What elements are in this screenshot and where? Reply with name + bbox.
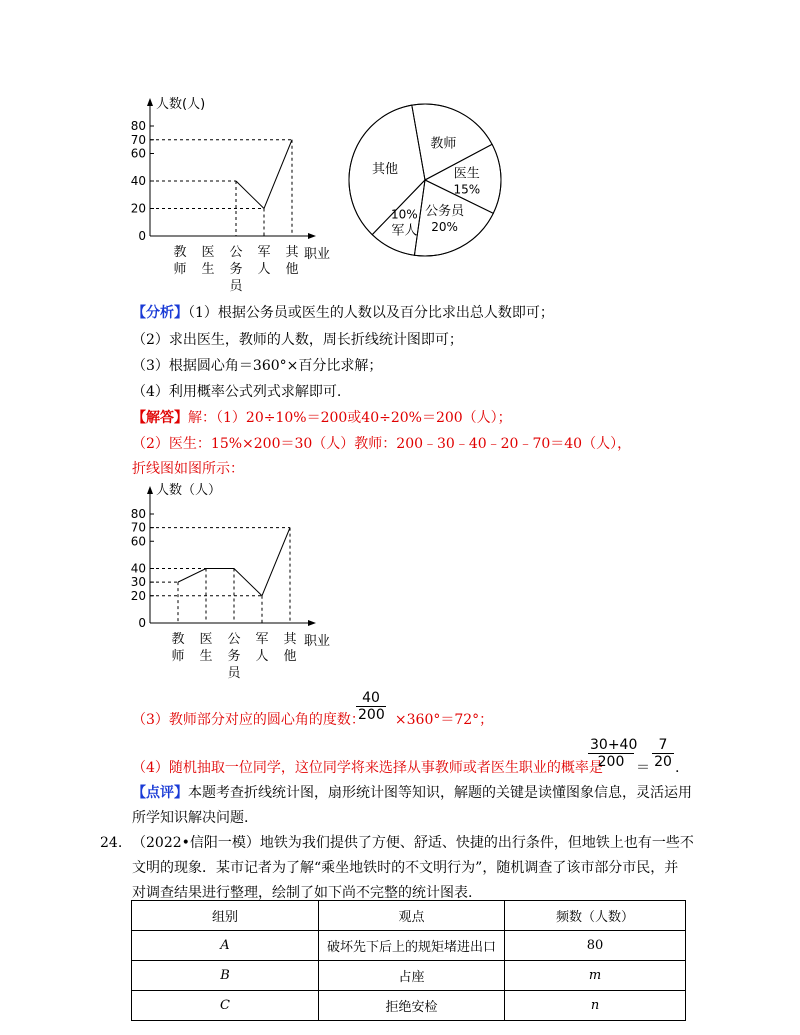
- answer-tag: 【解答】: [132, 410, 188, 426]
- fraction-angle: $\frac{40}{200}$: [358, 690, 385, 723]
- series-line-1: [236, 140, 292, 209]
- ylabel-2: 人数（人）: [156, 483, 222, 498]
- y-tick-label: 40: [130, 174, 146, 188]
- table-header: 观点: [319, 901, 505, 931]
- fraction-probability-2: $\frac{7}{20}$: [652, 737, 674, 770]
- x-tick-label: 公务员: [229, 245, 243, 294]
- table-header: 组别: [132, 901, 319, 931]
- x-tick-label: 医生: [201, 245, 215, 277]
- answer-line-5: （4）随机抽取一位同学，这位同学将来选择从事教师或者医生职业的概率是: [132, 760, 603, 776]
- review-line-1: 【点评】本题考查折线统计图，扇形统计图等知识，解题的关键是读懂图象信息，灵活运用: [132, 785, 692, 801]
- y-tick-label: 60: [130, 534, 146, 549]
- table-cell: n: [505, 991, 686, 1021]
- series-line-2: [178, 528, 290, 596]
- table-row: [132, 931, 686, 961]
- x-tick-label: 其他: [283, 632, 297, 664]
- y-tick-label: 20: [130, 201, 146, 216]
- review-tag: 【点评】: [132, 785, 188, 801]
- x-axis-arrow-2: [308, 620, 316, 626]
- equals-sign: ＝: [636, 760, 650, 776]
- x-tick-label: 医生: [199, 632, 213, 664]
- problem-number: 24.: [100, 835, 123, 851]
- x-tick-label: 公务员: [227, 632, 241, 681]
- analysis-line-2: （2）求出医生，教师的人数，周长折线统计图即可；: [132, 332, 463, 348]
- sentence-end: .: [675, 760, 680, 776]
- table-cell: C: [132, 991, 319, 1021]
- x-tick-label: 军人: [255, 632, 269, 664]
- table-row: [132, 961, 686, 991]
- pie-slice-label: 军人: [391, 223, 418, 239]
- pie-chart: [345, 95, 515, 265]
- problem-line-3: 对调查结果进行整理，绘制了如下尚不完整的统计图表.: [132, 885, 473, 901]
- table-header: 频数（人数）: [505, 901, 686, 931]
- y-tick-label: 80: [130, 507, 146, 521]
- y-axis-arrow-2: [147, 486, 153, 494]
- fraction-probability-1: $\frac{30+40}{200}$: [590, 737, 638, 770]
- table-row: [132, 991, 686, 1021]
- table-cell: 80: [505, 931, 686, 961]
- analysis-line-3: （3）根据圆心角＝360°×百分比求解；: [132, 358, 383, 374]
- answer-line-3: 折线图如图所示：: [132, 461, 244, 477]
- x-axis-arrow-1: [308, 233, 316, 239]
- table-cell: 拒绝安检: [319, 991, 505, 1021]
- table-cell: B: [132, 961, 319, 991]
- pie-slice-percent: 20%: [431, 219, 458, 234]
- analysis-line-1: 【分析】（1）根据公务员或医生的人数以及百分比求出总人数即可；: [132, 305, 554, 321]
- x-tick-label: 其他: [285, 245, 299, 277]
- pie-slice-percent: 15%: [453, 182, 481, 197]
- analysis-line-4: （4）利用概率公式列式求解即可.: [132, 384, 342, 400]
- line-chart-1: [128, 90, 348, 300]
- review-line-2: 所学知识解决问题.: [132, 810, 249, 826]
- pie-slice-label: 其他: [372, 161, 399, 177]
- problem-line-1: （2022•信阳一模）地铁为我们提供了方便、舒适、快捷的出行条件，但地铁上也有一些不: [132, 835, 694, 851]
- pie-slice-label: 教师: [430, 136, 457, 152]
- pie-slice-label: 医生: [453, 166, 480, 182]
- y-tick-label: 70: [130, 132, 146, 147]
- y-tick-label: 0: [138, 229, 146, 243]
- table-cell: 占座: [319, 961, 505, 991]
- xlabel-1: 职业: [304, 247, 331, 262]
- stats-table: [131, 900, 686, 1021]
- line-chart-2: [128, 478, 348, 688]
- y-tick-label: 70: [130, 520, 146, 535]
- table-cell: 破坏先下后上的规矩堵进出口: [319, 931, 505, 961]
- table-cell: A: [132, 931, 319, 961]
- ylabel-1: 人数(人): [156, 97, 206, 112]
- x-tick-label: 教师: [173, 245, 187, 277]
- problem-line-2: 文明的现象．某市记者为了解“乘坐地铁时的不文明行为”，随机调查了该市部分市民，并: [132, 860, 679, 876]
- answer-line-1: 【解答】解：（1）20÷10%＝200或40÷20%＝200（人）；: [132, 410, 512, 426]
- y-axis-arrow-1: [147, 98, 153, 106]
- pie-slice-label: 公务员: [425, 203, 465, 219]
- y-tick-label: 60: [130, 146, 146, 161]
- y-tick-label: 20: [130, 588, 146, 603]
- x-tick-label: 军人: [257, 245, 271, 277]
- y-tick-label: 40: [130, 561, 146, 576]
- table-header-row: [132, 901, 686, 931]
- answer-line-4: （3）教师部分对应的圆心角的度数： ×360°＝72°；: [132, 712, 494, 728]
- answer-line-2: （2）医生：15%×200＝30（人）教师：200﹣30﹣40﹣20﹣70＝40（人），: [132, 436, 632, 452]
- y-tick-label: 80: [130, 119, 146, 133]
- pie-slice-percent: 10%: [391, 207, 418, 222]
- table-cell: m: [505, 961, 686, 991]
- xlabel-2: 职业: [304, 634, 331, 649]
- y-tick-label: 30: [130, 575, 146, 590]
- analysis-tag: 【分析】: [132, 305, 188, 321]
- y-tick-label: 0: [138, 616, 146, 630]
- x-tick-label: 教师: [171, 632, 185, 664]
